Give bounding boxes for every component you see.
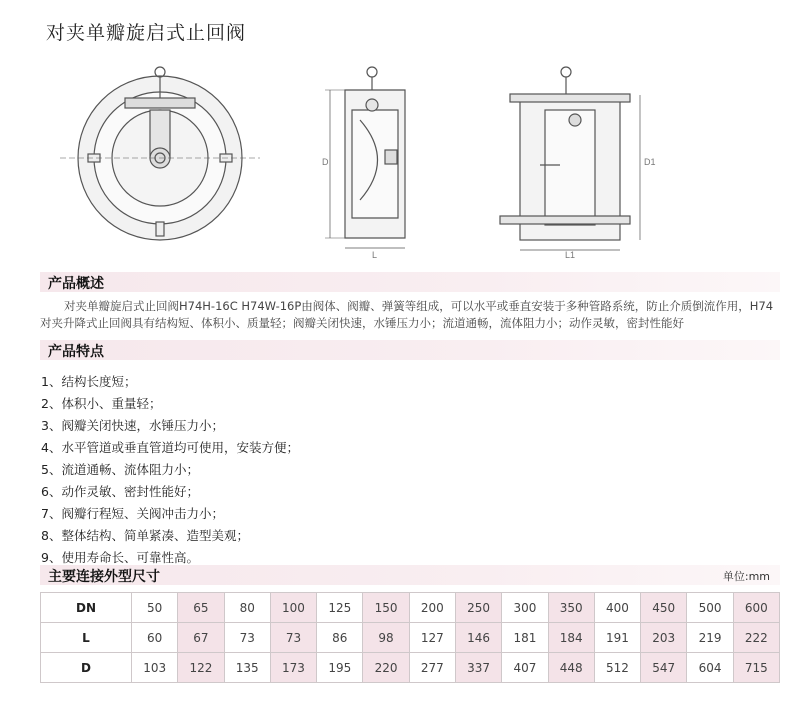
table-cell: 127 [409,623,455,653]
table-row [41,593,780,623]
table-cell: 150 [363,593,409,623]
dim-label-L: L [372,250,378,260]
feature-item: 9、使用寿命长、可靠性高。 [41,550,199,565]
table-cell: 73 [224,623,270,653]
side-view-drawing [325,67,405,248]
overview-header [40,272,780,292]
table-cell: 407 [502,653,548,683]
feature-item: 7、阀瓣行程短、关阀冲击力小； [41,506,224,521]
valve-technical-drawings [0,50,800,260]
table-cell: 195 [317,653,363,683]
table-cell: 715 [733,653,779,683]
table-cell: 60 [132,623,178,653]
front-view-drawing [60,67,260,240]
feature-item: 8、整体结构、简单紧凑、造型美观； [41,528,249,543]
feature-item: 5、流道通畅、流体阻力小； [41,462,199,477]
overview-heading: 产品概述 [48,276,104,292]
table-cell: 300 [502,593,548,623]
table-cell: 65 [178,593,224,623]
table-cell: 135 [224,653,270,683]
row-header: D [41,653,132,683]
table-cell: 200 [409,593,455,623]
features-heading: 产品特点 [48,344,104,360]
dimensions-header [40,565,780,585]
features-header [40,340,780,360]
table-row [41,653,780,683]
table-cell: 125 [317,593,363,623]
table-cell: 450 [641,593,687,623]
table-cell: 220 [363,653,409,683]
row-header: L [41,623,132,653]
features-list [41,373,299,571]
table-cell: 350 [548,593,594,623]
table-cell: 547 [641,653,687,683]
table-cell: 277 [409,653,455,683]
table-cell: 103 [132,653,178,683]
table-cell: 337 [455,653,501,683]
table-cell: 173 [270,653,316,683]
table-cell: 80 [224,593,270,623]
table-cell: 448 [548,653,594,683]
table-cell: 98 [363,623,409,653]
feature-item: 6、动作灵敏、密封性能好； [41,484,199,499]
table-cell: 203 [641,623,687,653]
feature-item: 3、阀瓣关闭快速，水锤压力小； [41,418,224,433]
table-cell: 100 [270,593,316,623]
table-cell: 604 [687,653,733,683]
feature-item: 2、体积小、重量轻； [41,396,162,411]
dim-label-D: D [322,157,329,167]
table-cell: 600 [733,593,779,623]
table-cell: 500 [687,593,733,623]
table-cell: 146 [455,623,501,653]
page-title: 对夹单瓣旋启式止回阀 [46,22,247,44]
unit-label: 单位:mm [722,570,770,583]
table-cell: 222 [733,623,779,653]
dim-label-D1: D1 [644,157,656,167]
table-cell: 184 [548,623,594,653]
row-header: DN [41,593,132,623]
table-cell: 122 [178,653,224,683]
table-cell: 73 [270,623,316,653]
dimensions-heading: 主要连接外型尺寸 [48,569,160,585]
table-cell: 181 [502,623,548,653]
table-cell: 50 [132,593,178,623]
table-cell: 250 [455,593,501,623]
table-cell: 512 [594,653,640,683]
overview-text: 对夹单瓣旋启式止回阀H74H-16C H74W-16P由阀体、阀瓣、弹簧等组成，可以水平或垂直安装于多种管路系统，防止介质倒流作用，H74对夹升降式止回阀具有结构短、体积小、质量轻；阀瓣关闭快速，水锤压力小；流道通畅，流体阻力小；动作灵敏，密封性能好 [40,299,774,330]
section-view-drawing [500,67,640,250]
table-cell: 219 [687,623,733,653]
feature-item: 1、结构长度短； [41,374,137,389]
dimensions-table [40,592,780,683]
table-row [41,623,780,653]
table-cell: 400 [594,593,640,623]
dim-label-L1: L1 [565,250,576,260]
feature-item: 4、水平管道或垂直管道均可使用，安装方便； [41,440,299,455]
table-cell: 191 [594,623,640,653]
table-cell: 86 [317,623,363,653]
table-cell: 67 [178,623,224,653]
